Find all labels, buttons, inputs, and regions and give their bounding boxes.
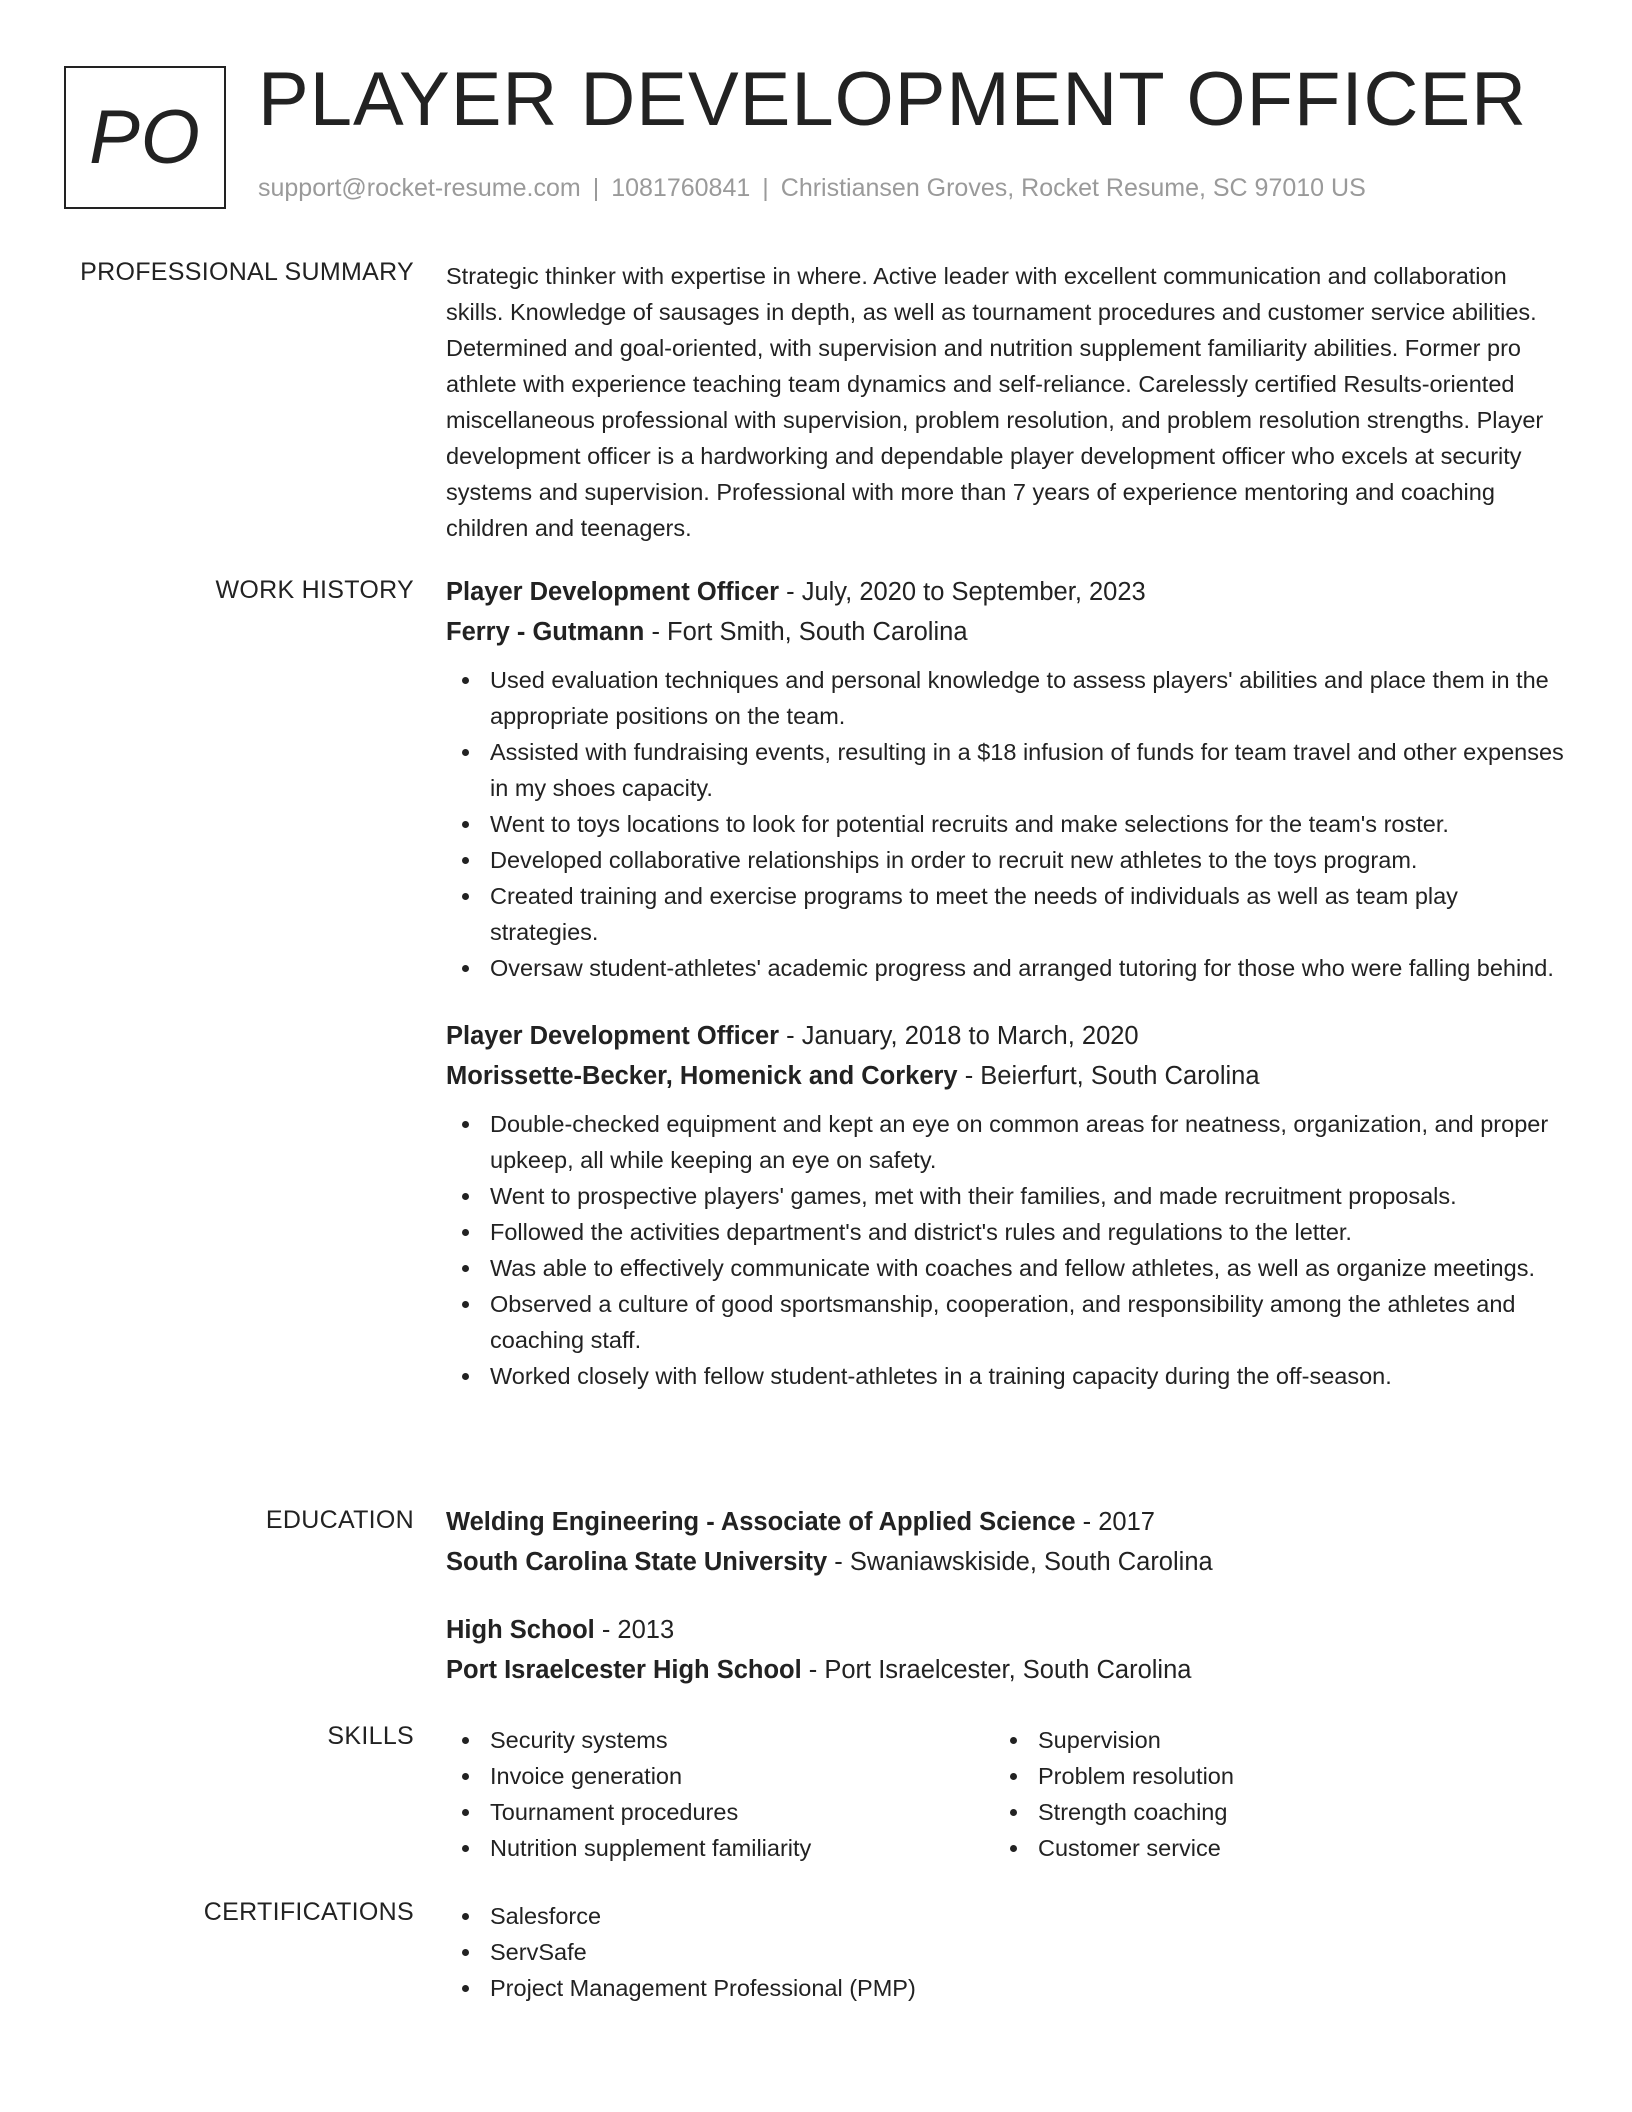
certification-item: Salesforce	[446, 1898, 1566, 1934]
skills-columns	[446, 1722, 1566, 1866]
work-history-body	[446, 572, 1566, 1394]
certifications-body	[446, 1898, 1566, 2006]
education-body	[446, 1502, 1566, 1690]
job-title: Player Development Officer	[446, 1022, 780, 1050]
skill-item: Problem resolution	[994, 1758, 1494, 1794]
job-company: Morissette-Becker, Homenick and Corkery	[446, 1062, 958, 1090]
list-item: Developed collaborative relationships in order to recruit new athletes to the toys program.	[446, 842, 1566, 878]
monogram-box	[64, 66, 226, 209]
list-item: Assisted with fundraising events, resulting in a $18 infusion of funds for team travel and other expenses in my shoes capacity.	[446, 734, 1566, 806]
list-item: Went to prospective players' games, met with their families, and made recruitment proposals.	[446, 1178, 1566, 1214]
education-entry	[446, 1502, 1566, 1582]
degree-year: - 2017	[1075, 1508, 1155, 1536]
summary-text: Strategic thinker with expertise in where. Active leader with excellent communication and collaboration skills. Knowledge of sausages in depth, as well as tournament procedures and customer service abilities. Determined and goal-oriented, with supervision and nutrition supplement familiarity abilities. Former pro athlete with experience teaching team dynamics and self-reliance. Carelessly certified Results-oriented miscellaneous professional with supervision, problem resolution, and problem resolution strengths. Player development officer is a hardworking and dependable player development officer who excels at security systems and supervision. Professional with more than 7 years of experience mentoring and coaching children and teenagers.	[446, 263, 1544, 541]
skill-item: Tournament procedures	[446, 1794, 994, 1830]
degree-year: - 2013	[594, 1616, 675, 1644]
contact-address: Christiansen Groves, Rocket Resume, SC 97010 US	[780, 174, 1366, 202]
section-heading: EDUCATION	[265, 1506, 414, 1534]
degree-line	[446, 1610, 1566, 1650]
degree-line	[446, 1502, 1566, 1542]
skill-item: Invoice generation	[446, 1758, 994, 1794]
job-location: - Fort Smith, South Carolina	[644, 618, 968, 646]
skill-item: Nutrition supplement familiarity	[446, 1830, 994, 1866]
skill-item: Customer service	[994, 1830, 1494, 1866]
contact-separator: |	[762, 174, 769, 202]
skills-list-left	[446, 1722, 994, 1866]
list-item: Was able to effectively communicate with coaches and fellow athletes, as well as organize meetings.	[446, 1250, 1566, 1286]
school-line	[446, 1650, 1566, 1690]
school-line	[446, 1542, 1566, 1582]
section-heading: SKILLS	[327, 1722, 414, 1750]
job-entry	[446, 1016, 1566, 1394]
degree-name: High School	[446, 1616, 595, 1644]
job-bullet-list	[446, 662, 1566, 986]
skill-item: Supervision	[994, 1722, 1494, 1758]
skills-list-right	[994, 1722, 1494, 1866]
school-location: - Port Israelcester, South Carolina	[801, 1656, 1192, 1684]
contact-separator: |	[592, 174, 600, 202]
job-company: Ferry - Gutmann	[446, 618, 645, 646]
job-bullet-list	[446, 1106, 1566, 1394]
job-title-line	[446, 1016, 1566, 1056]
certifications-list	[446, 1898, 1566, 2006]
job-company-line	[446, 612, 1566, 652]
job-title: Player Development Officer	[446, 578, 780, 606]
contact-email[interactable]: support@rocket-resume.com	[258, 174, 581, 202]
job-location: - Beierfurt, South Carolina	[957, 1062, 1260, 1090]
certification-item: Project Management Professional (PMP)	[446, 1970, 1566, 2006]
list-item: Observed a culture of good sportsmanship, cooperation, and responsibility among the athletes and coaching staff.	[446, 1286, 1566, 1358]
list-item: Went to toys locations to look for potential recruits and make selections for the team's roster.	[446, 806, 1566, 842]
list-item: Worked closely with fellow student-athletes in a training capacity during the off-season.	[446, 1358, 1566, 1394]
list-item: Created training and exercise programs to meet the needs of individuals as well as team play strategies.	[446, 878, 1566, 950]
list-item: Double-checked equipment and kept an eye on common areas for neatness, organization, and proper upkeep, all while keeping an eye on safety.	[446, 1106, 1566, 1178]
skills-body	[446, 1722, 1566, 1866]
list-item: Oversaw student-athletes' academic progress and arranged tutoring for those who were falling behind.	[446, 950, 1566, 986]
school-name: Port Israelcester High School	[446, 1656, 802, 1684]
job-title-line	[446, 572, 1566, 612]
job-dates: - January, 2018 to March, 2020	[779, 1022, 1139, 1050]
contact-phone[interactable]: 1081760841	[611, 174, 751, 202]
school-name: South Carolina State University	[446, 1548, 828, 1576]
skill-item: Security systems	[446, 1722, 994, 1758]
degree-name: Welding Engineering - Associate of Applied Science	[446, 1508, 1076, 1536]
education-entry	[446, 1610, 1566, 1690]
job-company-line	[446, 1056, 1566, 1096]
list-item: Followed the activities department's and district's rules and regulations to the letter.	[446, 1214, 1566, 1250]
section-heading: CERTIFICATIONS	[203, 1898, 414, 1926]
job-entry	[446, 572, 1566, 986]
monogram-initials: PO	[89, 95, 201, 180]
certification-item: ServSafe	[446, 1934, 1566, 1970]
job-dates: - July, 2020 to September, 2023	[779, 578, 1146, 606]
skill-item: Strength coaching	[994, 1794, 1494, 1830]
list-item: Used evaluation techniques and personal knowledge to assess players' abilities and place them in the appropriate positions on the team.	[446, 662, 1566, 734]
page-title: PLAYER DEVELOPMENT OFFICER	[258, 57, 1528, 142]
contact-line	[258, 174, 1366, 203]
school-location: - Swaniawskiside, South Carolina	[827, 1548, 1213, 1576]
section-heading: WORK HISTORY	[215, 576, 414, 604]
section-heading: PROFESSIONAL SUMMARY	[80, 258, 414, 286]
